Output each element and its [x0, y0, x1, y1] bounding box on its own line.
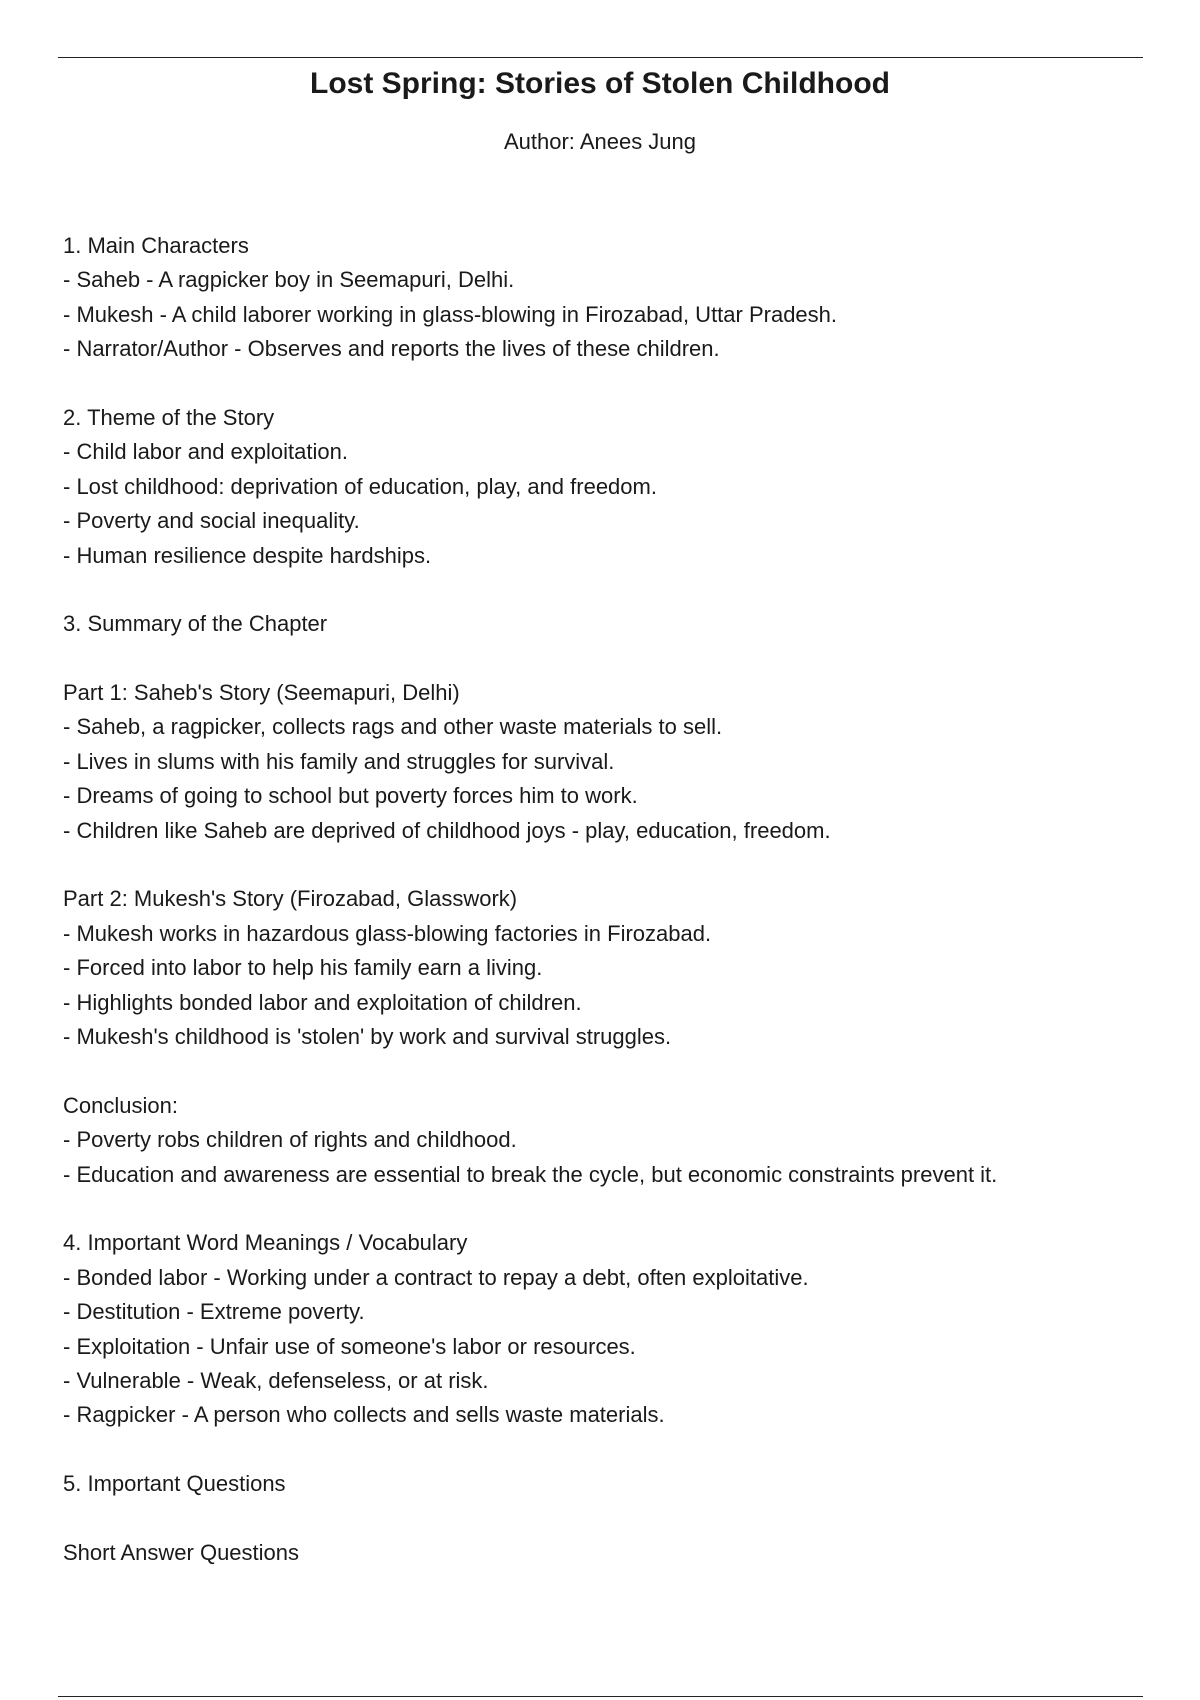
list-item: - Poverty and social inequality.	[63, 508, 360, 534]
subsection-heading-conclusion: Conclusion:	[63, 1092, 178, 1118]
list-item: - Narrator/Author - Observes and reports the lives of these children.	[63, 336, 720, 362]
list-item: - Mukesh - A child laborer working in glass-blowing in Firozabad, Uttar Pradesh.	[63, 301, 838, 327]
subsection-heading-short-answer: Short Answer Questions	[63, 1539, 300, 1565]
list-item: - Forced into labor to help his family earn a living.	[63, 955, 543, 981]
spacer	[63, 848, 1143, 882]
section-heading-questions: 5. Important Questions	[63, 1471, 286, 1497]
list-item: - Highlights bonded labor and exploitation of children.	[63, 989, 582, 1015]
spacer	[63, 573, 1143, 607]
document-body	[63, 229, 1143, 1570]
spacer	[63, 642, 1143, 676]
list-item: - Lives in slums with his family and struggles for survival.	[63, 748, 615, 774]
spacer	[63, 367, 1143, 401]
section-heading-main-characters: 1. Main Characters	[63, 233, 249, 258]
section-heading-vocabulary: 4. Important Word Meanings / Vocabulary	[63, 1230, 468, 1256]
list-item: - Mukesh's childhood is 'stolen' by work and survival struggles.	[63, 1023, 672, 1049]
list-item: - Child labor and exploitation.	[63, 439, 348, 465]
list-item: - Ragpicker - A person who collects and sells waste materials.	[63, 1402, 665, 1428]
bottom-rule	[58, 1696, 1143, 1697]
list-item: - Vulnerable - Weak, defenseless, or at risk.	[63, 1367, 489, 1393]
document-author: Author: Anees Jung	[503, 129, 697, 154]
list-item: - Destitution - Extreme poverty.	[63, 1299, 365, 1325]
list-item: - Bonded labor - Working under a contract to repay a debt, often exploitative.	[63, 1264, 809, 1290]
spacer	[63, 1433, 1143, 1467]
document-title: Lost Spring: Stories of Stolen Childhood	[310, 67, 890, 100]
list-item: - Lost childhood: deprivation of education, play, and freedom.	[63, 473, 657, 499]
top-rule	[58, 57, 1143, 58]
subsection-heading-part1: Part 1: Saheb's Story (Seemapuri, Delhi)	[63, 680, 460, 706]
section-heading-summary: 3. Summary of the Chapter	[63, 611, 328, 637]
section-heading-theme: 2. Theme of the Story	[63, 404, 275, 430]
list-item: - Dreams of going to school but poverty forces him to work.	[63, 783, 638, 809]
list-item: - Saheb, a ragpicker, collects rags and other waste materials to sell.	[63, 714, 723, 740]
list-item: - Poverty robs children of rights and childhood.	[63, 1127, 517, 1153]
list-item: - Children like Saheb are deprived of childhood joys - play, education, freedom.	[63, 817, 831, 843]
list-item: - Exploitation - Unfair use of someone's labor or resources.	[63, 1333, 636, 1359]
list-item: - Education and awareness are essential to break the cycle, but economic constraints prevent it.	[63, 1161, 998, 1187]
list-item: - Saheb - A ragpicker boy in Seemapuri, Delhi.	[63, 267, 515, 293]
list-item: - Human resilience despite hardships.	[63, 542, 432, 568]
spacer	[63, 1192, 1143, 1226]
subsection-heading-part2: Part 2: Mukesh's Story (Firozabad, Glasswork)	[63, 886, 518, 912]
spacer	[63, 1054, 1143, 1088]
spacer	[63, 1501, 1143, 1535]
list-item: - Mukesh works in hazardous glass-blowing factories in Firozabad.	[63, 920, 712, 946]
